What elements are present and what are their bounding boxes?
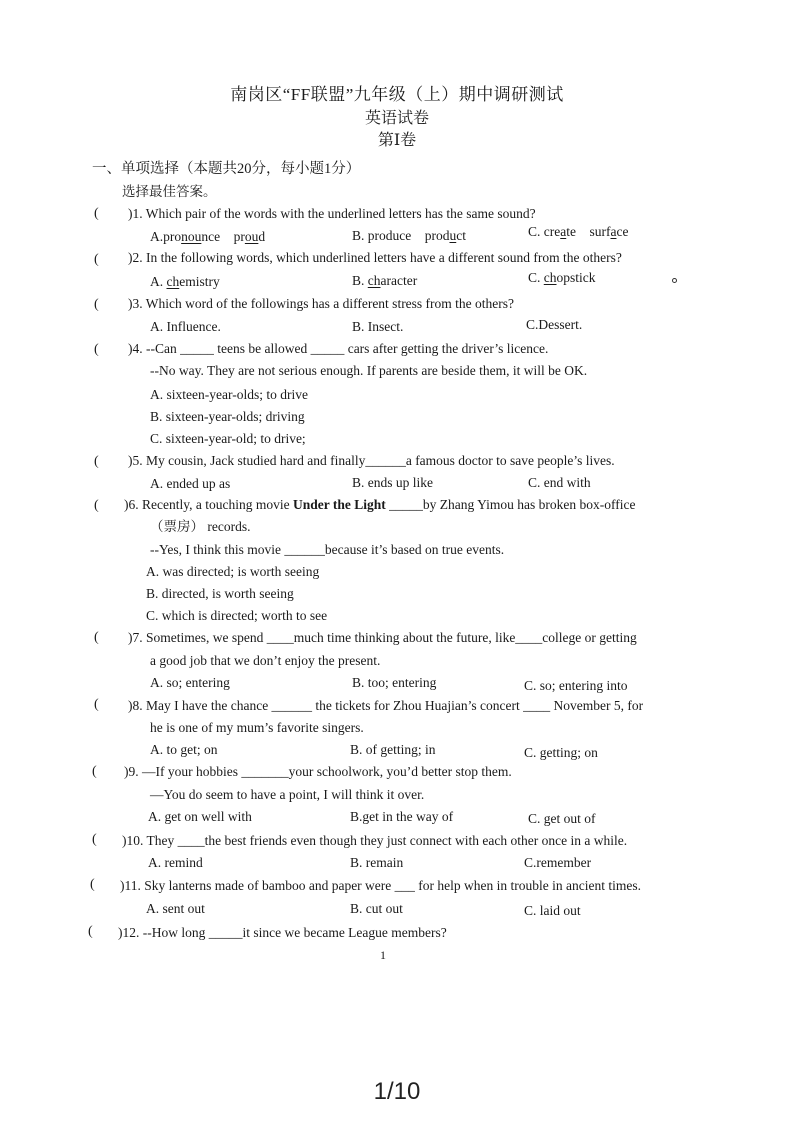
answer-paren-q1[interactable]: ( — [94, 206, 99, 221]
q8-option-b: B. of getting; in — [350, 742, 436, 757]
q9-option-b: B.get in the way of — [350, 809, 454, 824]
exam-title: 南岗区“FF联盟”九年级（上）期中调研测试 — [230, 85, 564, 104]
q11-option-a: A. sent out — [146, 901, 205, 916]
exam-subject: 英语试卷 — [364, 110, 429, 127]
q2-stem: )2. In the following words, which underlined letters have a different sound from the others? — [128, 250, 622, 265]
q7-option-a: A. so; entering — [150, 675, 230, 690]
q5-option-a: A. ended up as — [150, 476, 231, 491]
q11-stem: )11. Sky lanterns made of bamboo and paper were ___ for help when in trouble in ancient times. — [120, 878, 641, 893]
exam-volume: 第Ⅰ卷 — [377, 132, 417, 149]
answer-paren-q7[interactable]: ( — [94, 630, 99, 645]
q7-option-c: C. so; entering into — [524, 678, 628, 693]
q6-option-c: C. which is directed; worth to see — [146, 608, 328, 623]
q1-stem: )1. Which pair of the words with the underlined letters has the same sound? — [128, 206, 536, 221]
q9-stem: )9. —If your hobbies _______your schoolwork, you’d better stop them. — [124, 764, 512, 779]
q2-option-c: C. chopstick — [528, 270, 596, 285]
q10-option-c: C.remember — [524, 855, 592, 870]
page-indicator: 1/10 — [373, 1078, 421, 1105]
section-heading: 一、单项选择（本题共20分，每小题1分） — [92, 161, 361, 177]
q3-option-a: A. Influence. — [150, 319, 221, 334]
q2-option-b: B. character — [352, 273, 418, 288]
section-instruction: 选择最佳答案。 — [122, 184, 217, 199]
q4-stem: )4. --Can _____ teens be allowed _____ cars after getting the driver’s licence. — [128, 341, 549, 356]
q6-option-b: B. directed, is worth seeing — [146, 586, 294, 601]
q9-option-c: C. get out of — [528, 811, 596, 826]
q8-option-a: A. to get; on — [150, 742, 218, 757]
answer-paren-q8[interactable]: ( — [94, 697, 99, 712]
q5-stem: )5. My cousin, Jack studied hard and finally______a famous doctor to save people’s lives. — [128, 453, 615, 468]
q6-line2: （票房） records. — [150, 519, 251, 534]
q10-option-a: A. remind — [148, 855, 203, 870]
page-number: 1 — [380, 948, 386, 962]
q3-option-b: B. Insect. — [352, 319, 404, 334]
q1-option-a: A.pronounce proud — [150, 229, 266, 244]
q5-option-c: C. end with — [528, 475, 591, 490]
q9-line2: —You do seem to have a point, I will think it over. — [150, 787, 425, 802]
q7-stem: )7. Sometimes, we spend ____much time thinking about the future, like____college or getting — [128, 630, 637, 645]
q6-line3: --Yes, I think this movie ______because it’s based on true events. — [150, 542, 505, 557]
q10-stem: )10. They ____the best friends even though they just connect with each other once in a while. — [122, 833, 628, 848]
q3-option-c: C.Dessert. — [526, 317, 583, 332]
title-block — [0, 82, 794, 152]
q11-option-b: B. cut out — [350, 901, 403, 916]
q1-option-b: B. produce product — [352, 228, 466, 243]
answer-paren-q5[interactable]: ( — [94, 454, 99, 469]
q6-option-a: A. was directed; is worth seeing — [146, 564, 320, 579]
answer-paren-q11[interactable]: ( — [90, 877, 95, 892]
q9-option-a: A. get on well with — [148, 809, 252, 824]
q3-stem: )3. Which word of the followings has a different stress from the others? — [128, 296, 515, 311]
q4-line2: --No way. They are not serious enough. If parents are beside them, it will be OK. — [150, 363, 588, 378]
q8-line2: he is one of my mum’s favorite singers. — [150, 720, 364, 735]
stray-dot — [672, 278, 677, 283]
answer-paren-q10[interactable]: ( — [92, 832, 97, 847]
q10-option-b: B. remain — [350, 855, 404, 870]
q5-option-b: B. ends up like — [352, 475, 433, 490]
q4-option-a: A. sixteen-year-olds; to drive — [150, 387, 308, 402]
q2-option-a: A. chemistry — [150, 274, 220, 289]
answer-paren-q12[interactable]: ( — [88, 924, 93, 939]
q8-stem: )8. May I have the chance ______ the tickets for Zhou Huajian’s concert ____ November 5, for — [128, 698, 644, 713]
q4-option-b: B. sixteen-year-olds; driving — [150, 409, 305, 424]
answer-paren-q4[interactable]: ( — [94, 342, 99, 357]
q7-option-b: B. too; entering — [352, 675, 437, 690]
q1-option-c: C. create surface — [528, 224, 629, 239]
q7-line2: a good job that we don’t enjoy the present. — [150, 653, 381, 668]
answer-paren-q9[interactable]: ( — [92, 764, 97, 779]
answer-paren-q2[interactable]: ( — [94, 252, 99, 267]
answer-paren-q3[interactable]: ( — [94, 297, 99, 312]
q8-option-c: C. getting; on — [524, 745, 598, 760]
q12-stem: )12. --How long _____it since we became League members? — [118, 925, 447, 940]
q4-option-c: C. sixteen-year-old; to drive; — [150, 431, 306, 446]
q11-option-c: C. laid out — [524, 903, 581, 918]
movie-title: Under the Light — [292, 497, 386, 512]
answer-paren-q6[interactable]: ( — [94, 498, 99, 513]
q6-stem: )6. Recently, a touching movie Under the Light _____by Zhang Yimou has broken box-office — [124, 497, 636, 512]
